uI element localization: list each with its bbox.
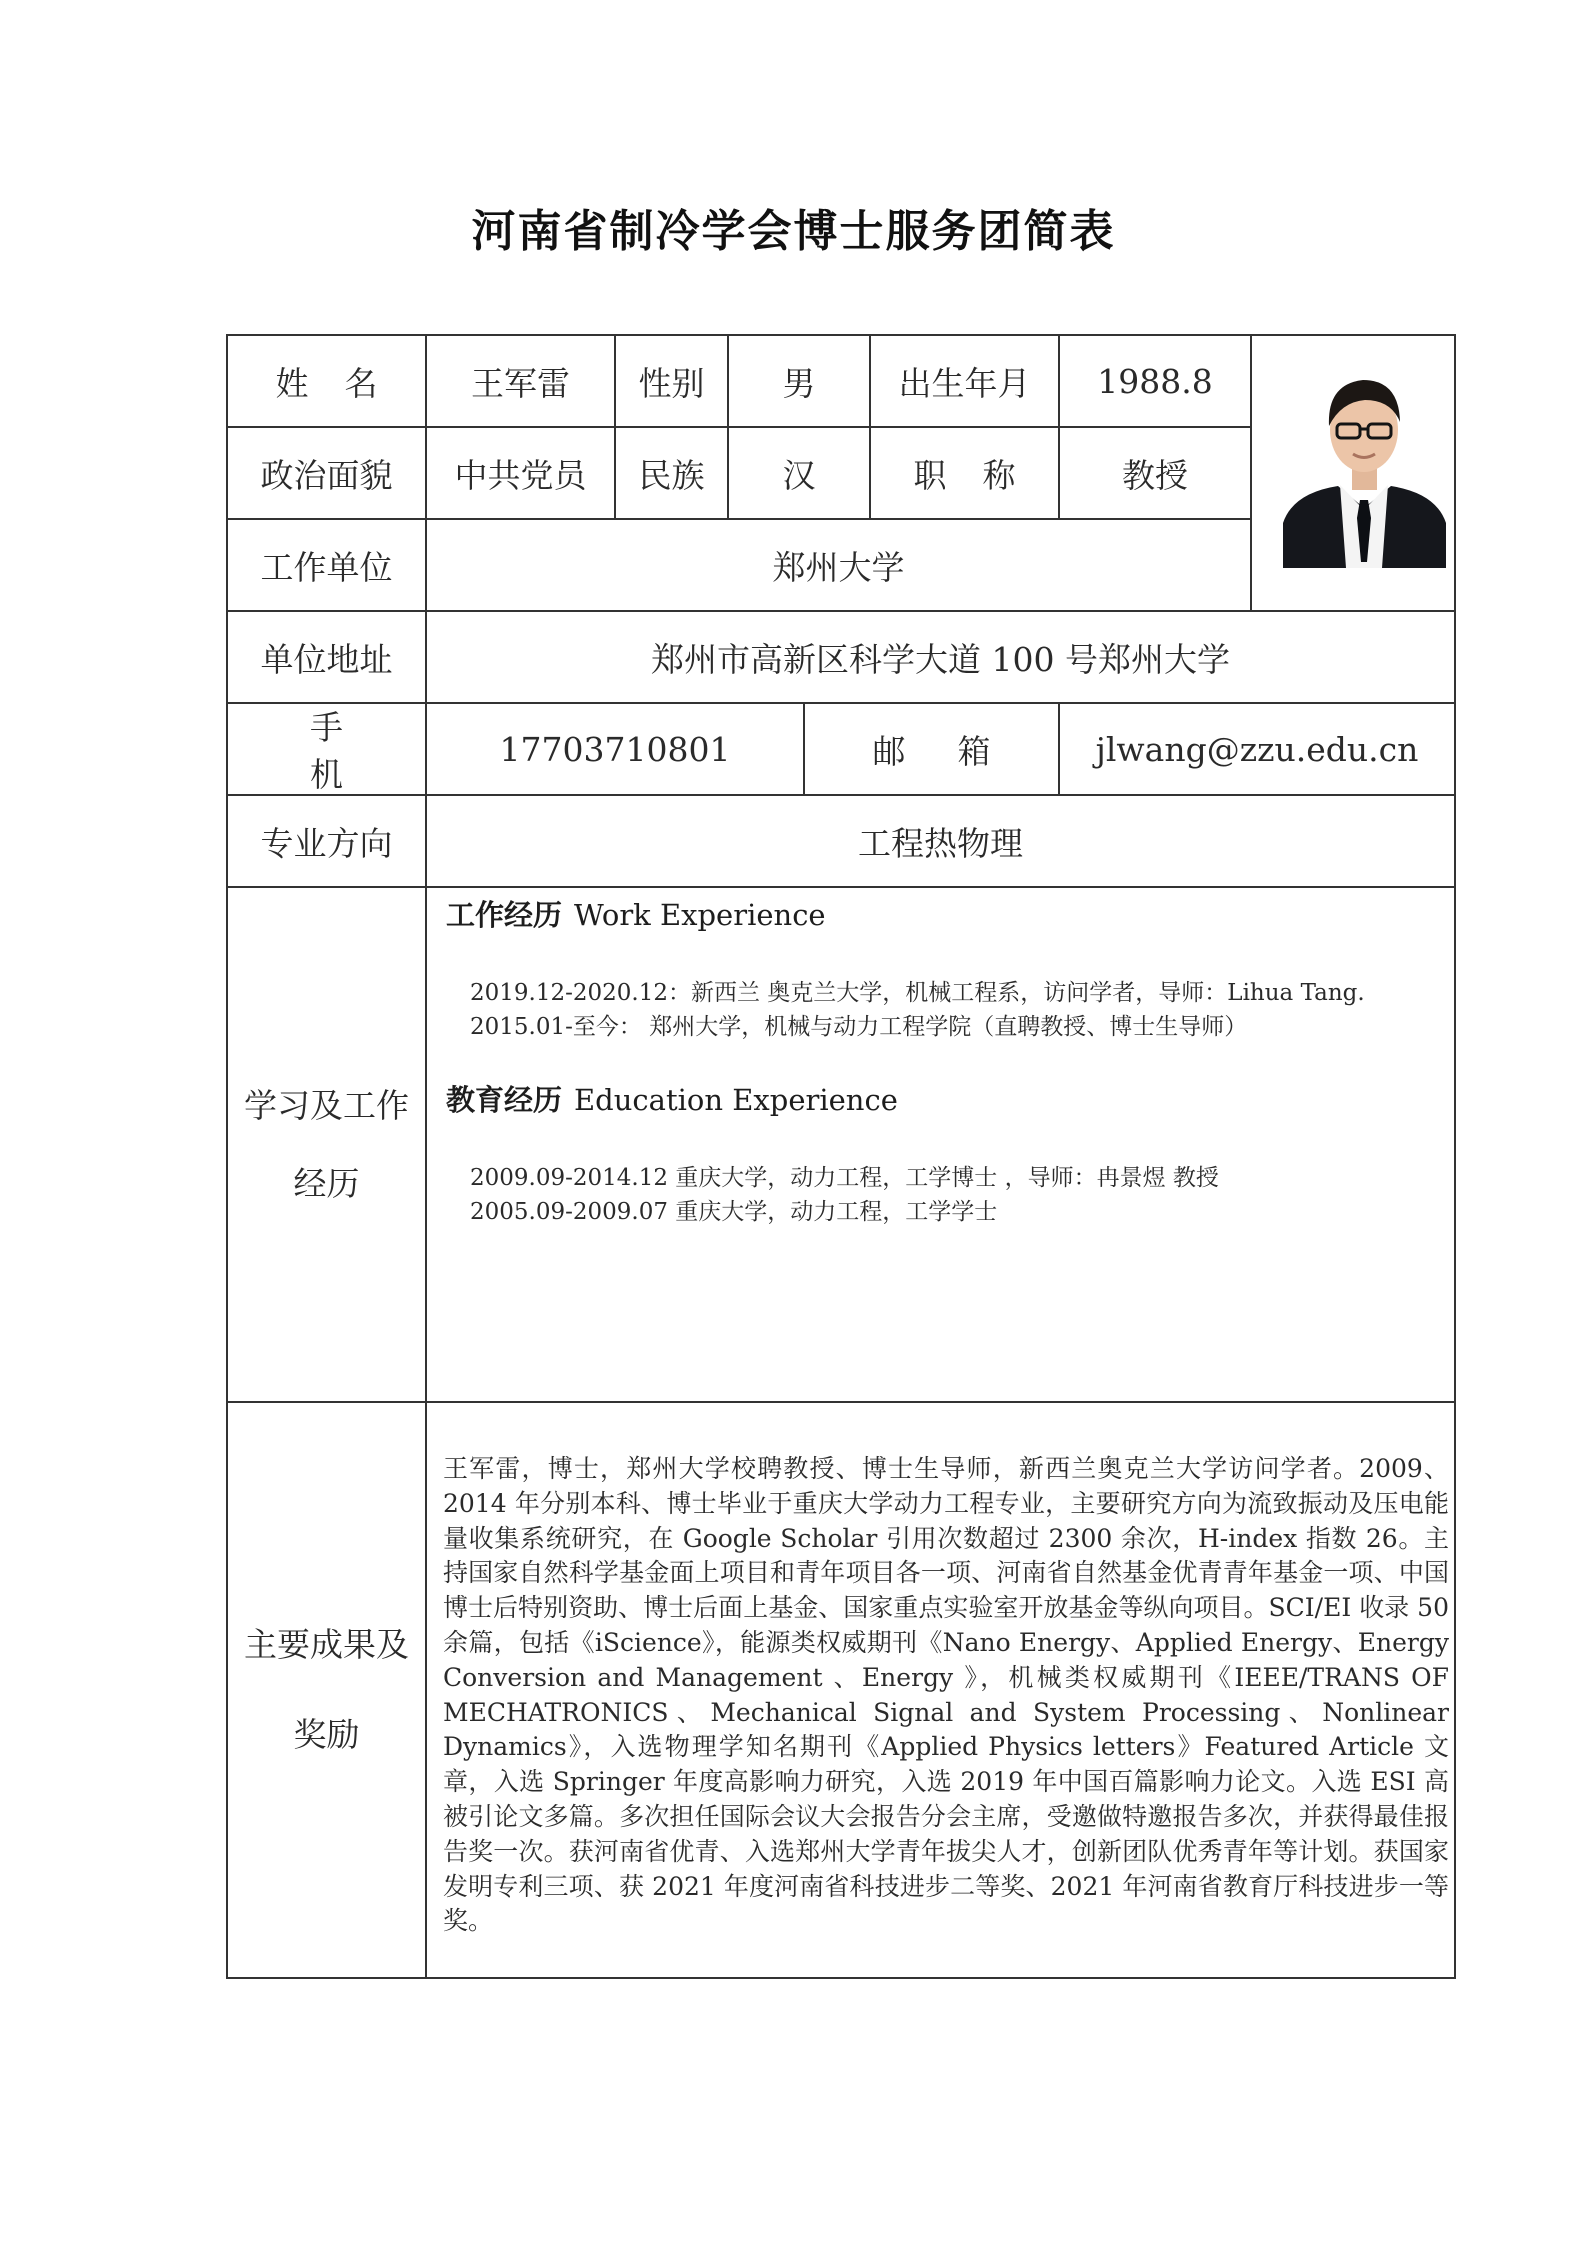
gender-label: 性别 [638, 363, 705, 403]
phone-value: 17703710801 [499, 729, 731, 769]
email-label: 邮箱 [872, 731, 1043, 771]
name-label: 姓名 [275, 363, 414, 403]
education-item: 2009.09-2014.12 重庆大学，动力工程，工学博士 ，导师：冉景煜 教授 [470, 1165, 1219, 1191]
experience-label-line1: 学习及工作 [244, 1085, 409, 1125]
page-title: 河南省制冷学会博士服务团简表 [471, 206, 1116, 257]
portrait-photo [1283, 348, 1446, 568]
email-value: jlwang@zzu.edu.cn [1095, 729, 1419, 769]
politics-value: 中共党员 [454, 455, 587, 495]
politics-label: 政治面貌 [260, 455, 393, 495]
ethnicity-value: 汉 [782, 455, 816, 495]
job-title-value: 教授 [1122, 455, 1188, 495]
employer-label: 工作单位 [260, 547, 393, 587]
achievements-label [228, 1403, 425, 1977]
job-title-label: 职称 [913, 455, 1052, 495]
address-value: 郑州市高新区科学大道 100 号郑州大学 [651, 639, 1230, 679]
experience-label-line2: 经历 [293, 1163, 360, 1203]
education-item: 2005.09-2009.07 重庆大学，动力工程，工学学士 [470, 1199, 998, 1225]
experience-content [446, 893, 1456, 1229]
work-heading-en: Work Experience [574, 898, 826, 932]
achievements-text: 王军雷，博士，郑州大学校聘教授、博士生导师，新西兰奥克兰大学访问学者。2009、2014 年分别本科、博士毕业于重庆大学动力工程专业，主要研究方向为流致振动及压电能量收集系统研究，在 Google Scholar 引用次数超过 2300 余次，H-index 指数 26。主持国家自然科学基金面上项目和青年项目各一项、河南省自然基金优青青年基金一项、中国博士后特别资助、博士后面上基金、国家重点实验室开放基金等纵向项目。SCI/EI 收录 50 余篇，包括《iScience》，能源类权威期刊《Nano Energy、Applied Energy、Energy Conversion and Management 、Energy 》，机械类权威期刊《IEEE/TRANS OF MECHATRONICS、Mechanical Signal and System Processing、Nonlinear Dynamics》，入选物理学知名期刊《Applied Physics letters》Featured Article 文章，入选 Springer 年度高影响力研究，入选 2019 年中国百篇影响力论文。入选 ESI 高被引论文多篇。多次担任国际会议大会报告分会主席，受邀做特邀报告多次，并获得最佳报告奖一次。获河南省优青、入选郑州大学青年拔尖人才，创新团队优秀青年等计划。获国家发明专利三项、获 2021 年度河南省科技进步二等奖、2021 年河南省教育厅科技进步一等奖。 [443, 1454, 1449, 1936]
birth-label: 出生年月 [898, 363, 1031, 403]
work-item: 2019.12-2020.12：新西兰 奥克兰大学，机械工程系，访问学者，导师：Lihua Tang. [470, 980, 1365, 1006]
col-divider-photo [1250, 334, 1252, 610]
major-value: 工程热物理 [858, 823, 1023, 863]
gender-value: 男 [782, 363, 816, 403]
employer-value: 郑州大学 [772, 547, 905, 587]
achievements-label-line1: 主要成果及 [244, 1625, 409, 1664]
ethnicity-label: 民族 [638, 455, 705, 495]
experience-label [228, 888, 425, 1401]
portrait-illustration [1283, 348, 1446, 568]
address-label: 单位地址 [260, 639, 393, 679]
table-border-bottom [226, 1977, 1456, 1979]
work-item: 2015.01-至今： 郑州大学，机械与动力工程学院（直聘教授、博士生导师） [470, 1014, 1248, 1040]
achievements-label-line2: 奖励 [293, 1715, 360, 1754]
work-heading: 工作经历 Work Experience [446, 898, 826, 932]
phone-label: 手机 [310, 708, 395, 794]
education-heading-en: Education Experience [574, 1083, 898, 1117]
education-heading: 教育经历 Education Experience [446, 1083, 898, 1117]
name-value: 王军雷 [471, 363, 570, 403]
birth-value: 1988.8 [1097, 361, 1213, 401]
major-label: 专业方向 [260, 823, 393, 863]
